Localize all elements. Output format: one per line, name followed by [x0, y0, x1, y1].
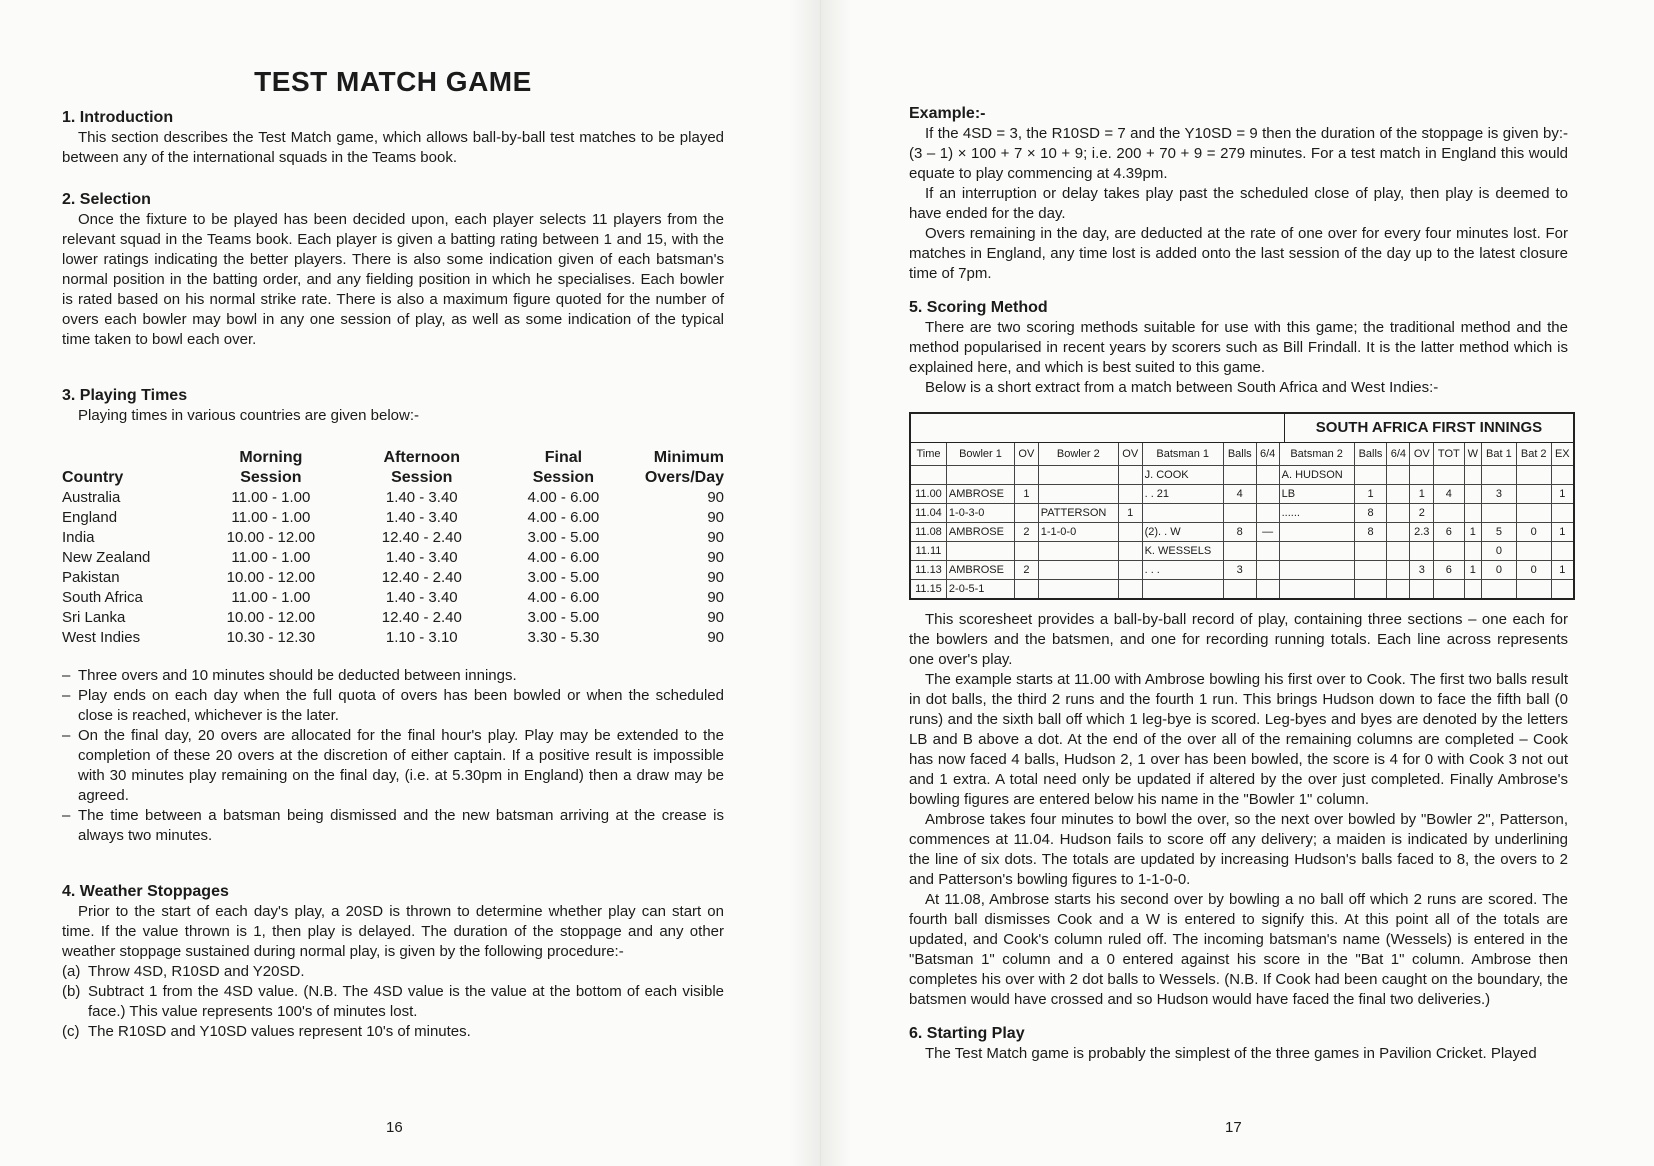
scoresheet-cell: 8: [1354, 523, 1387, 542]
cell-final: 3.00 - 5.00: [527, 609, 600, 626]
cell-final: 4.00 - 6.00: [527, 509, 600, 526]
scoresheet-cell: J. COOK: [1142, 466, 1223, 485]
scoresheet-header: Bat 1: [1481, 443, 1516, 466]
scoresheet-cell: LB: [1279, 485, 1354, 504]
scoresheet-cell: 11.00: [911, 485, 946, 504]
scoresheet-cell: PATTERSON: [1038, 504, 1118, 523]
cell-morning: 10.30 - 12.30: [226, 629, 316, 646]
cell-country: England: [62, 509, 118, 526]
scoresheet-cell: [1279, 580, 1354, 599]
scoring-paragraph: Below is a short extract from a match between South Africa and West Indies:-: [925, 379, 1439, 396]
scoresheet-cell: [1464, 466, 1481, 485]
scoresheet-cell: . . .: [1142, 561, 1223, 580]
scoresheet-cell: 3: [1410, 561, 1434, 580]
scoresheet-cell: [1118, 580, 1142, 599]
scoresheet-cell: 1-1-0-0: [1038, 523, 1118, 542]
cell-final: 3.00 - 5.00: [527, 529, 600, 546]
scoresheet-cell: [1142, 504, 1223, 523]
cell-morning: 10.00 - 12.00: [226, 609, 316, 626]
table-row: [62, 508, 724, 528]
scoresheet-cell: [1354, 466, 1387, 485]
scoresheet-cell: [1038, 485, 1118, 504]
scoresheet-cell: 2: [1015, 523, 1039, 542]
scoresheet-cell: 1: [1354, 485, 1387, 504]
introduction-heading: 1. Introduction: [62, 109, 174, 126]
scoresheet-cell: [1516, 466, 1551, 485]
scoresheet-cell: [1015, 542, 1039, 561]
header-afternoon: Afternoon: [383, 449, 460, 466]
explanation-paragraph: Ambrose takes four minutes to bowl the over, so the next over bowled by "Bowler 2", Patterson, commences at 11.04. Hudson fails to score off any delivery; a maiden is indicated by underlining the line of six dots. The totals are updated by increasing Hudson's balls faced to 8, the overs to 2 and Patterson's bowling figures to 1-1-0-0.: [909, 811, 1568, 888]
scoresheet-cell: 0: [1481, 542, 1516, 561]
scoresheet-cell: 6: [1434, 561, 1464, 580]
cell-afternoon: 1.10 - 3.10: [385, 629, 458, 646]
step-text: The R10SD and Y10SD values represent 10's of minutes.: [88, 1023, 471, 1040]
cell-afternoon: 12.40 - 2.40: [381, 529, 462, 546]
scoresheet-header: 6/4: [1256, 443, 1279, 466]
starting-play-heading: 6. Starting Play: [909, 1025, 1025, 1042]
cell-overs: 90: [707, 589, 724, 606]
scoresheet-cell: [1015, 580, 1039, 599]
cell-country: Australia: [62, 489, 121, 506]
cell-morning: 11.00 - 1.00: [231, 589, 311, 606]
scoresheet-cell: [1223, 542, 1256, 561]
scoresheet-cell: [1118, 485, 1142, 504]
cell-afternoon: 1.40 - 3.40: [385, 549, 458, 566]
cell-morning: 11.00 - 1.00: [231, 549, 311, 566]
scoresheet-cell: 1: [1551, 523, 1573, 542]
scoresheet-cell: ......: [1279, 504, 1354, 523]
list-item: [62, 962, 724, 982]
scoresheet-cell: [1015, 466, 1039, 485]
list-item: – The time between a batsman being dismissed and the new batsman arriving at the crease is always two minutes.: [62, 806, 724, 846]
scoresheet-cell: [1279, 561, 1354, 580]
scoresheet-cell: 1: [1118, 504, 1142, 523]
weather-heading: 4. Weather Stoppages: [62, 883, 229, 900]
scoresheet-cell: [1387, 523, 1410, 542]
list-item: [62, 982, 724, 1022]
table-row: [62, 608, 724, 628]
scoresheet-cell: [946, 466, 1014, 485]
scoresheet-cell: [1354, 542, 1387, 561]
scoresheet-cell: 0: [1516, 561, 1551, 580]
scoresheet-cell: AMBROSE: [946, 523, 1014, 542]
scoresheet-cell: 11.04: [911, 504, 946, 523]
step-label: (b): [62, 983, 81, 1000]
scoresheet-header: 6/4: [1387, 443, 1410, 466]
cell-morning: 11.00 - 1.00: [231, 509, 311, 526]
header-final-session: Session: [532, 469, 595, 486]
scoresheet-cell: 2-0-5-1: [946, 580, 1014, 599]
scoresheet-cell: [1481, 466, 1516, 485]
scoresheet-cell: [1410, 466, 1434, 485]
table-row: [62, 528, 724, 548]
playing-notes: [62, 666, 724, 846]
weather-procedure: [62, 962, 724, 1042]
example-paragraph: Overs remaining in the day, are deducted at the rate of one over for every four minutes lost. For matches in England, any time lost is added onto the last session of the day up to the latest closure time of 7pm.: [909, 225, 1568, 282]
scoresheet-cell: [1551, 542, 1573, 561]
table-row: [911, 466, 1573, 485]
cell-overs: 90: [707, 629, 724, 646]
scoresheet-caption: SOUTH AFRICA FIRST INNINGS: [1284, 414, 1573, 442]
cell-overs: 90: [707, 529, 724, 546]
scoresheet-cell: AMBROSE: [946, 561, 1014, 580]
scoresheet-cell: [1516, 542, 1551, 561]
scoresheet-cell: 1: [1551, 561, 1573, 580]
header-minimum: Minimum: [653, 449, 724, 466]
scoresheet-cell: [1354, 561, 1387, 580]
cell-country: South Africa: [62, 589, 143, 606]
scoresheet-cell: 1: [1015, 485, 1039, 504]
cell-final: 4.00 - 6.00: [527, 549, 600, 566]
scoresheet-header: Bat 2: [1516, 443, 1551, 466]
scoresheet-table: [911, 443, 1573, 598]
cell-afternoon: 12.40 - 2.40: [381, 609, 462, 626]
scoresheet-cell: [1354, 580, 1387, 599]
scoresheet-header: Bowler 2: [1038, 443, 1118, 466]
scoresheet-cell: 11.13: [911, 561, 946, 580]
scoresheet-header: Balls: [1354, 443, 1387, 466]
scoresheet-cell: [1142, 580, 1223, 599]
scoresheet-cell: [1038, 561, 1118, 580]
scoresheet-header: W: [1464, 443, 1481, 466]
cell-final: 3.30 - 5.30: [527, 629, 600, 646]
cell-country: Sri Lanka: [62, 609, 126, 626]
scoresheet-cell: [1481, 504, 1516, 523]
table-row: [911, 485, 1573, 504]
table-row: [911, 580, 1573, 599]
scoresheet-cell: [1256, 542, 1279, 561]
explanation-paragraph: The example starts at 11.00 with Ambrose bowling his first over to Cook. The first two balls result in dot balls, the third 2 runs and the fourth 1 run. This brings Hudson down to face the fifth ball (0 runs) and the sixth ball off which 1 leg-bye is scored. Leg-byes and byes are denoted by the letters LB and B above a dot. At the end of the over all of the remaining columns are completed – Cook has now faced 4 balls, Hudson 2, 1 over has been bowled, the score is 4 for 0 with Cook 3 not out and 1 extra. A total need only be updated if altered by the over just completed. Finally Ambrose's bowling figures are entered below his name in the "Bowler 1" column.: [909, 671, 1568, 808]
scoresheet-cell: [1256, 561, 1279, 580]
scoresheet-cell: 4: [1434, 485, 1464, 504]
step-label: (a): [62, 963, 81, 980]
scoresheet-cell: [1223, 504, 1256, 523]
scoresheet-cell: [1387, 542, 1410, 561]
cell-overs: 90: [707, 609, 724, 626]
scoresheet-cell: [1118, 561, 1142, 580]
step-label: (c): [62, 1023, 80, 1040]
scoresheet-cell: 8: [1354, 504, 1387, 523]
page-number: 17: [1225, 1119, 1242, 1136]
table-row: [911, 523, 1573, 542]
selection-text: Once the fixture to be played has been decided upon, each player selects 11 players from the relevant squad in the Teams book. Each player is given a batting rating between 1 and 15, with the lower ratings indicating the better players. There is also some indication given of each batsman's normal position in the batting order, and any fielding position in which he specialises. Each bowler is rated based on his normal strike rate. There is also a maximum figure quoted for the number of overs each bowler may bowl in any one session of play, as well as some indication of the typical time taken to bowl each over.: [62, 211, 724, 348]
scoresheet-header: Batsman 2: [1279, 443, 1354, 466]
scoresheet-cell: [1551, 466, 1573, 485]
scoresheet-header: Batsman 1: [1142, 443, 1223, 466]
scoresheet-header: Time: [911, 443, 946, 466]
header-country: Country: [62, 469, 124, 486]
page-title: TEST MATCH GAME: [254, 66, 532, 97]
scoresheet-cell: [1516, 580, 1551, 599]
scoresheet-cell: 0: [1516, 523, 1551, 542]
table-row: [62, 588, 724, 608]
introduction-text: This section describes the Test Match game, which allows ball-by-ball test matches to be played between any of the international squads in the Teams book.: [62, 129, 724, 166]
header-afternoon-session: Session: [391, 469, 453, 486]
scoresheet-cell: [1434, 542, 1464, 561]
scoresheet-cell: [1256, 466, 1279, 485]
scoresheet-cell: A. HUDSON: [1279, 466, 1354, 485]
scoresheet: [909, 412, 1575, 600]
example-heading: Example:-: [909, 105, 986, 122]
playing-times-table: [62, 448, 724, 648]
example-paragraph: If the 4SD = 3, the R10SD = 7 and the Y10SD = 9 then the duration of the stoppage is given by:- (3 – 1) × 100 + 7 × 10 + 9; i.e. 200 + 70 + 9 = 279 minutes. For a test match in England this would equate to play commencing at 4.39pm.: [909, 125, 1568, 182]
explanation-paragraph: This scoresheet provides a ball-by-ball record of play, containing three sections – one each for the bowlers and the batsmen, and one for recording running totals. Each line across represents one over's play.: [909, 611, 1568, 668]
cell-afternoon: 12.40 - 2.40: [381, 569, 462, 586]
example-paragraph: If an interruption or delay takes play past the scheduled close of play, then play is deemed to have ended for the day.: [909, 185, 1568, 222]
cell-overs: 90: [707, 509, 724, 526]
left-page: [0, 0, 820, 1166]
scoresheet-cell: [1434, 580, 1464, 599]
scoresheet-cell: [1118, 542, 1142, 561]
cell-overs: 90: [707, 569, 724, 586]
header-final: Final: [544, 449, 583, 466]
table-row: [62, 568, 724, 588]
cell-afternoon: 1.40 - 3.40: [385, 489, 458, 506]
scoresheet-header: OV: [1015, 443, 1039, 466]
header-morning-session: Session: [240, 469, 302, 486]
table-row: [911, 561, 1573, 580]
scoresheet-cell: 1: [1551, 485, 1573, 504]
scoresheet-cell: K. WESSELS: [1142, 542, 1223, 561]
playing-times-intro: Playing times in various countries are given below:-: [78, 407, 419, 424]
scoresheet-header: Balls: [1223, 443, 1256, 466]
scoresheet-cell: 8: [1223, 523, 1256, 542]
scoresheet-cell: (2). . W: [1142, 523, 1223, 542]
selection-heading: 2. Selection: [62, 191, 151, 208]
table-row: [62, 628, 724, 648]
weather-text: Prior to the start of each day's play, a 20SD is thrown to determine whether play can start on time. If the value thrown is 1, then play is delayed. The duration of the stoppage and any other weather stoppage sustained during normal play, is given by the following procedure:-: [62, 903, 724, 960]
cell-morning: 10.00 - 12.00: [226, 529, 316, 546]
scoresheet-cell: [1256, 580, 1279, 599]
cell-final: 3.00 - 5.00: [527, 569, 600, 586]
cell-final: 4.00 - 6.00: [527, 489, 600, 506]
scoring-paragraph: There are two scoring methods suitable for use with this game; the traditional method and the method popularised in recent years by scorers such as Bill Frindall. It is the latter method which is explained here, and which is best suited to this game.: [909, 319, 1568, 376]
scoresheet-cell: [1434, 504, 1464, 523]
playing-times-heading: 3. Playing Times: [62, 387, 188, 404]
scoresheet-cell: [1551, 580, 1573, 599]
cell-final: 4.00 - 6.00: [527, 589, 600, 606]
scoresheet-header: OV: [1118, 443, 1142, 466]
scoresheet-header: Bowler 1: [946, 443, 1014, 466]
cell-overs: 90: [707, 489, 724, 506]
page-number: 16: [386, 1119, 403, 1136]
scoresheet-cell: [1038, 466, 1118, 485]
scoresheet-cell: [1481, 580, 1516, 599]
scoresheet-cell: [1516, 504, 1551, 523]
scoresheet-cell: [1256, 504, 1279, 523]
scoresheet-cell: [1551, 504, 1573, 523]
starting-play-text: The Test Match game is probably the simplest of the three games in Pavilion Cricket. Played: [925, 1045, 1537, 1062]
scoresheet-cell: [1118, 523, 1142, 542]
cell-morning: 10.00 - 12.00: [226, 569, 316, 586]
cell-country: India: [62, 529, 95, 546]
table-row: [911, 542, 1573, 561]
list-item: – On the final day, 20 overs are allocated for the final hour's play. Play may be extended to the completion of these 20 overs at the discretion of either captain. If a positive result is impossible with 30 minutes play remaining on the final day, (i.e. at 5.30pm in England) then a draw may be agreed.: [62, 726, 724, 806]
table-row: [62, 548, 724, 568]
cell-country: West Indies: [62, 629, 141, 646]
explanation-paragraph: At 11.08, Ambrose starts his second over by bowling a no ball off which 2 runs are scored. The fourth ball dismisses Cook and a W is entered to signify this. At this point all of the totals are updated, and Cook's column ruled off. The incoming batsman's name (Wessels) is entered in the "Batsman 1" column and a 0 entered against his score in the "Bat 1" column. Ambrose then completes his over with 2 dot balls to Wessels. (N.B. If Cook had been caught on the boundary, the batsmen would have crossed and so Hudson would have faced the final two deliveries.): [909, 891, 1568, 1008]
scoresheet-cell: —: [1256, 523, 1279, 542]
scoresheet-cell: [1118, 466, 1142, 485]
cell-country: Pakistan: [62, 569, 120, 586]
scoresheet-cell: [1223, 466, 1256, 485]
scoresheet-cell: 11.15: [911, 580, 946, 599]
scoresheet-cell: 2: [1015, 561, 1039, 580]
scoresheet-cell: [1464, 542, 1481, 561]
scoresheet-header: TOT: [1434, 443, 1464, 466]
header-overs-day: Overs/Day: [644, 469, 724, 486]
cell-afternoon: 1.40 - 3.40: [385, 509, 458, 526]
scoresheet-cell: 3: [1223, 561, 1256, 580]
scoresheet-cell: 0: [1481, 561, 1516, 580]
scoring-heading: 5. Scoring Method: [909, 299, 1048, 316]
list-item: – Play ends on each day when the full quota of overs has been bowled or when the scheduled close is reached, whichever is the later.: [62, 686, 724, 726]
step-text: Subtract 1 from the 4SD value. (N.B. The 4SD value is the value at the bottom of each visible face.) This value represents 100's of minutes lost.: [88, 983, 724, 1020]
header-morning: Morning: [239, 449, 303, 466]
scoresheet-cell: [1015, 504, 1039, 523]
scoresheet-cell: [1387, 466, 1410, 485]
scoresheet-cell: [1387, 580, 1410, 599]
scoresheet-cell: 1: [1410, 485, 1434, 504]
scoresheet-cell: 1-0-3-0: [946, 504, 1014, 523]
scoresheet-cell: 5: [1481, 523, 1516, 542]
scoresheet-cell: [946, 542, 1014, 561]
list-item: [62, 1022, 724, 1042]
scoresheet-cell: 3: [1481, 485, 1516, 504]
scoresheet-cell: [1434, 466, 1464, 485]
scoresheet-cell: [1387, 485, 1410, 504]
scoresheet-cell: 2.3: [1410, 523, 1434, 542]
scoresheet-cell: [1038, 542, 1118, 561]
scoresheet-cell: [1279, 523, 1354, 542]
scoresheet-cell: AMBROSE: [946, 485, 1014, 504]
table-row: [911, 504, 1573, 523]
scoresheet-cell: [1387, 504, 1410, 523]
cell-country: New Zealand: [62, 549, 151, 566]
scoresheet-cell: [1279, 542, 1354, 561]
scoresheet-cell: 6: [1434, 523, 1464, 542]
scoresheet-header: OV: [1410, 443, 1434, 466]
scoresheet-cell: [911, 466, 946, 485]
scoresheet-cell: 1: [1464, 523, 1481, 542]
scoresheet-header: EX: [1551, 443, 1573, 466]
scoresheet-cell: [1410, 580, 1434, 599]
scoresheet-cell: [1038, 580, 1118, 599]
right-page: [820, 0, 1654, 1166]
scoresheet-cell: 2: [1410, 504, 1434, 523]
scoresheet-cell: 4: [1223, 485, 1256, 504]
scoresheet-cell: 11.11: [911, 542, 946, 561]
scoresheet-cell: [1464, 504, 1481, 523]
scoresheet-cell: [1223, 580, 1256, 599]
scoresheet-cell: 1: [1464, 561, 1481, 580]
cell-overs: 90: [707, 549, 724, 566]
cell-morning: 11.00 - 1.00: [231, 489, 311, 506]
scoresheet-cell: [1516, 485, 1551, 504]
scoresheet-cell: [1387, 561, 1410, 580]
scoresheet-cell: 11.08: [911, 523, 946, 542]
scoresheet-cell: [1464, 580, 1481, 599]
scoresheet-cell: [1256, 485, 1279, 504]
scoresheet-cell: . . 21: [1142, 485, 1223, 504]
scoresheet-cell: [1410, 542, 1434, 561]
step-text: Throw 4SD, R10SD and Y20SD.: [88, 963, 305, 980]
list-item: – Three overs and 10 minutes should be deducted between innings.: [62, 666, 724, 686]
cell-afternoon: 1.40 - 3.40: [385, 589, 458, 606]
table-row: [62, 488, 724, 508]
scoresheet-cell: [1464, 485, 1481, 504]
